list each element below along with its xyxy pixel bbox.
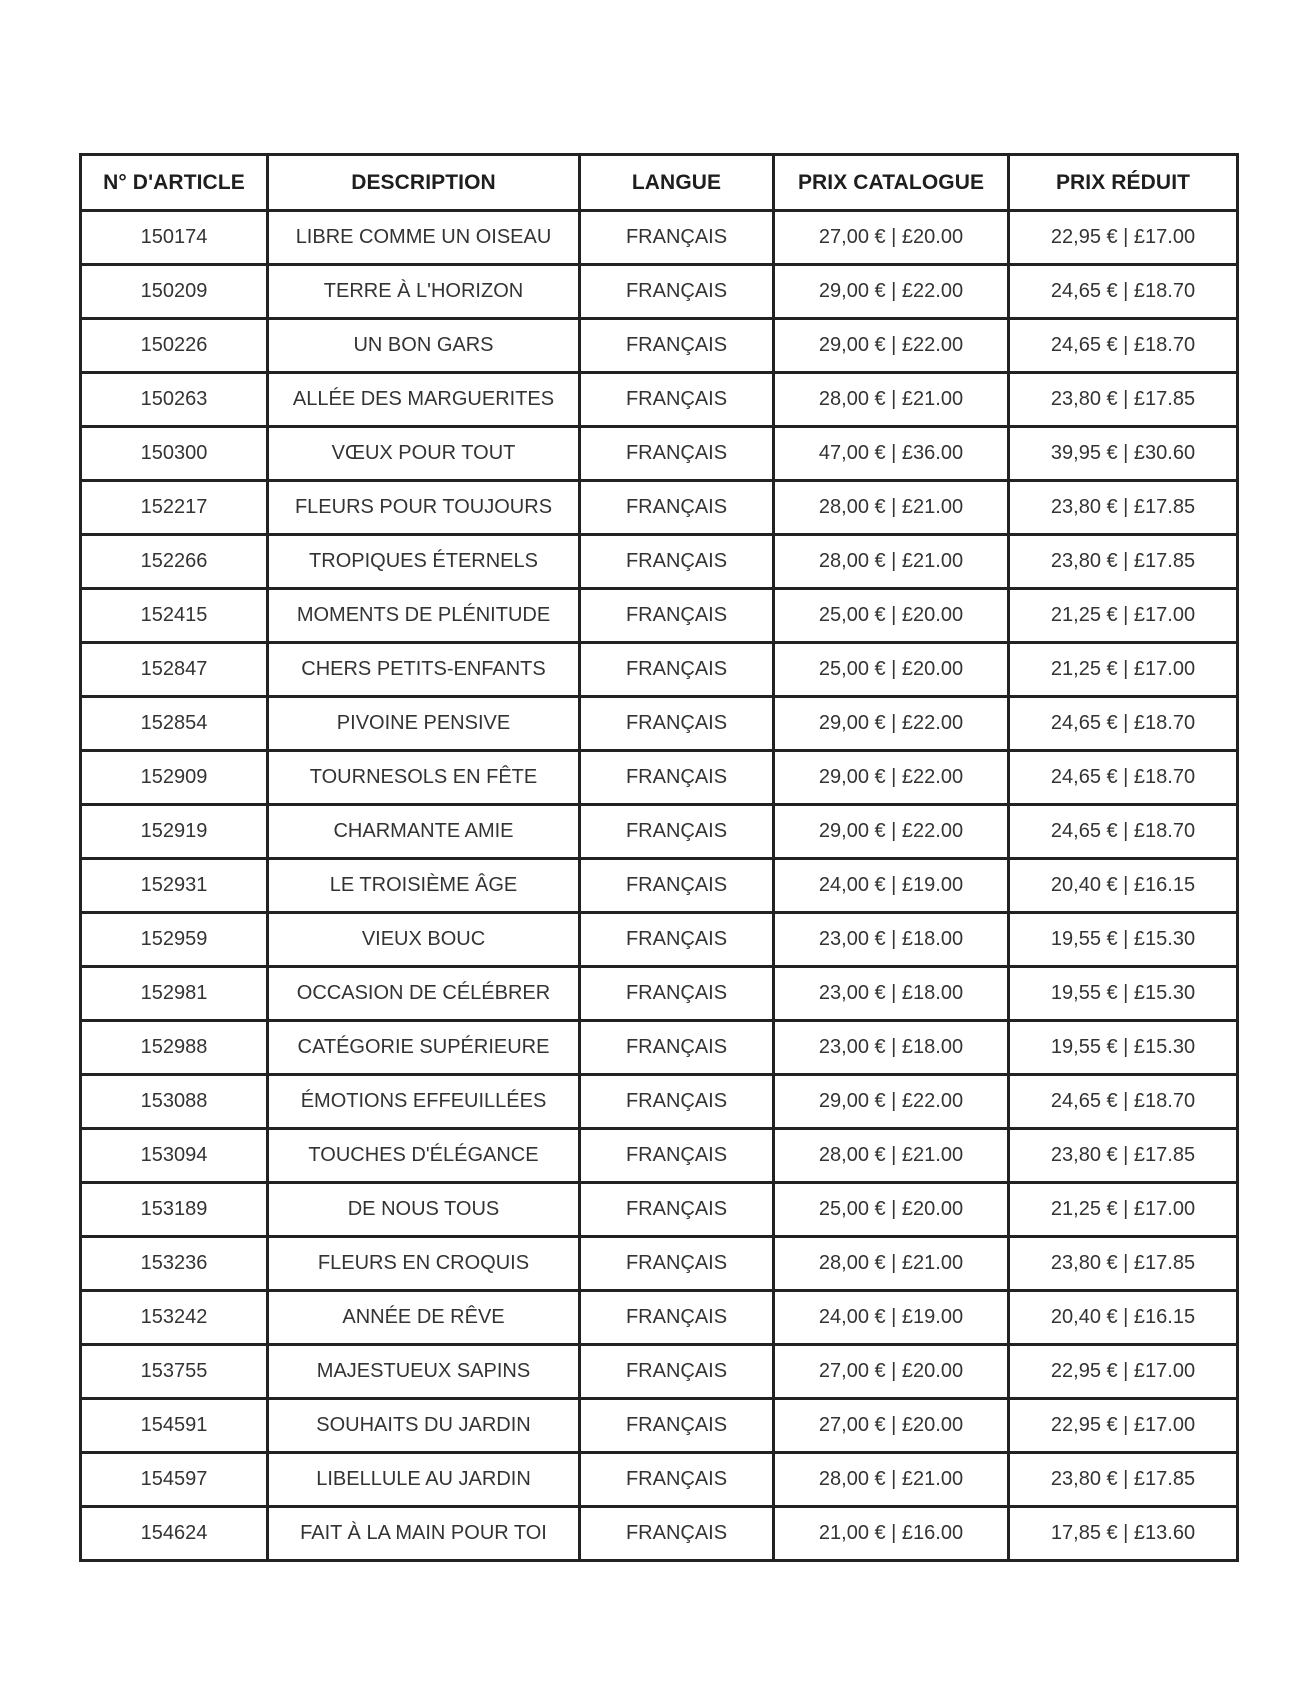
article-number-cell: 152415 (81, 589, 268, 643)
header-language: LANGUE (580, 155, 774, 211)
article-number-cell: 150226 (81, 319, 268, 373)
table-row (81, 481, 1238, 535)
language-cell: FRANÇAIS (580, 1291, 774, 1345)
description-cell: VIEUX BOUC (268, 913, 580, 967)
reduced-price-cell: 19,55 € | £15.30 (1009, 967, 1238, 1021)
description-cell: OCCASION DE CÉLÉBRER (268, 967, 580, 1021)
table-row (81, 751, 1238, 805)
list-price-cell: 28,00 € | £21.00 (774, 1453, 1009, 1507)
language-cell: FRANÇAIS (580, 1399, 774, 1453)
article-number-cell: 154597 (81, 1453, 268, 1507)
article-number-cell: 152919 (81, 805, 268, 859)
article-number-cell: 153189 (81, 1183, 268, 1237)
reduced-price-cell: 17,85 € | £13.60 (1009, 1507, 1238, 1561)
language-cell: FRANÇAIS (580, 265, 774, 319)
language-cell: FRANÇAIS (580, 751, 774, 805)
article-number-cell: 152847 (81, 643, 268, 697)
language-cell: FRANÇAIS (580, 481, 774, 535)
reduced-price-cell: 23,80 € | £17.85 (1009, 1237, 1238, 1291)
description-cell: UN BON GARS (268, 319, 580, 373)
description-cell: CATÉGORIE SUPÉRIEURE (268, 1021, 580, 1075)
header-reduced-price: PRIX RÉDUIT (1009, 155, 1238, 211)
reduced-price-cell: 23,80 € | £17.85 (1009, 481, 1238, 535)
table-row (81, 211, 1238, 265)
table-row (81, 1399, 1238, 1453)
list-price-cell: 25,00 € | £20.00 (774, 643, 1009, 697)
reduced-price-cell: 21,25 € | £17.00 (1009, 589, 1238, 643)
description-cell: VŒUX POUR TOUT (268, 427, 580, 481)
description-cell: ALLÉE DES MARGUERITES (268, 373, 580, 427)
language-cell: FRANÇAIS (580, 859, 774, 913)
description-cell: MAJESTUEUX SAPINS (268, 1345, 580, 1399)
list-price-cell: 27,00 € | £20.00 (774, 1345, 1009, 1399)
reduced-price-cell: 19,55 € | £15.30 (1009, 913, 1238, 967)
list-price-cell: 28,00 € | £21.00 (774, 1237, 1009, 1291)
description-cell: CHERS PETITS-ENFANTS (268, 643, 580, 697)
article-number-cell: 152854 (81, 697, 268, 751)
reduced-price-cell: 21,25 € | £17.00 (1009, 1183, 1238, 1237)
reduced-price-cell: 21,25 € | £17.00 (1009, 643, 1238, 697)
reduced-price-cell: 23,80 € | £17.85 (1009, 373, 1238, 427)
table-row (81, 859, 1238, 913)
list-price-cell: 28,00 € | £21.00 (774, 535, 1009, 589)
reduced-price-cell: 24,65 € | £18.70 (1009, 751, 1238, 805)
table-row (81, 1075, 1238, 1129)
list-price-cell: 28,00 € | £21.00 (774, 1129, 1009, 1183)
reduced-price-cell: 24,65 € | £18.70 (1009, 805, 1238, 859)
reduced-price-cell: 22,95 € | £17.00 (1009, 211, 1238, 265)
table-row (81, 319, 1238, 373)
description-cell: LIBELLULE AU JARDIN (268, 1453, 580, 1507)
reduced-price-cell: 22,95 € | £17.00 (1009, 1399, 1238, 1453)
table-row (81, 589, 1238, 643)
description-cell: ANNÉE DE RÊVE (268, 1291, 580, 1345)
language-cell: FRANÇAIS (580, 913, 774, 967)
table-row (81, 373, 1238, 427)
description-cell: SOUHAITS DU JARDIN (268, 1399, 580, 1453)
reduced-price-cell: 23,80 € | £17.85 (1009, 535, 1238, 589)
reduced-price-cell: 39,95 € | £30.60 (1009, 427, 1238, 481)
reduced-price-cell: 20,40 € | £16.15 (1009, 859, 1238, 913)
reduced-price-cell: 24,65 € | £18.70 (1009, 265, 1238, 319)
list-price-cell: 23,00 € | £18.00 (774, 1021, 1009, 1075)
article-number-cell: 152931 (81, 859, 268, 913)
description-cell: LE TROISIÈME ÂGE (268, 859, 580, 913)
article-number-cell: 152266 (81, 535, 268, 589)
article-number-cell: 150209 (81, 265, 268, 319)
language-cell: FRANÇAIS (580, 1453, 774, 1507)
article-number-cell: 154591 (81, 1399, 268, 1453)
table-body (81, 211, 1238, 1561)
price-table (79, 153, 1239, 1562)
reduced-price-cell: 23,80 € | £17.85 (1009, 1129, 1238, 1183)
header-row (81, 155, 1238, 211)
list-price-cell: 25,00 € | £20.00 (774, 589, 1009, 643)
table-row (81, 913, 1238, 967)
language-cell: FRANÇAIS (580, 697, 774, 751)
description-cell: FLEURS EN CROQUIS (268, 1237, 580, 1291)
header-description: DESCRIPTION (268, 155, 580, 211)
article-number-cell: 153755 (81, 1345, 268, 1399)
reduced-price-cell: 23,80 € | £17.85 (1009, 1453, 1238, 1507)
article-number-cell: 150300 (81, 427, 268, 481)
language-cell: FRANÇAIS (580, 535, 774, 589)
table-row (81, 535, 1238, 589)
reduced-price-cell: 19,55 € | £15.30 (1009, 1021, 1238, 1075)
table-row (81, 1183, 1238, 1237)
article-number-cell: 153236 (81, 1237, 268, 1291)
article-number-cell: 153088 (81, 1075, 268, 1129)
list-price-cell: 24,00 € | £19.00 (774, 1291, 1009, 1345)
table-row (81, 1507, 1238, 1561)
list-price-cell: 29,00 € | £22.00 (774, 805, 1009, 859)
list-price-cell: 28,00 € | £21.00 (774, 481, 1009, 535)
language-cell: FRANÇAIS (580, 211, 774, 265)
description-cell: ÉMOTIONS EFFEUILLÉES (268, 1075, 580, 1129)
language-cell: FRANÇAIS (580, 427, 774, 481)
article-number-cell: 152217 (81, 481, 268, 535)
language-cell: FRANÇAIS (580, 373, 774, 427)
list-price-cell: 29,00 € | £22.00 (774, 265, 1009, 319)
table-row (81, 1129, 1238, 1183)
reduced-price-cell: 24,65 € | £18.70 (1009, 697, 1238, 751)
language-cell: FRANÇAIS (580, 643, 774, 697)
description-cell: CHARMANTE AMIE (268, 805, 580, 859)
description-cell: FAIT À LA MAIN POUR TOI (268, 1507, 580, 1561)
language-cell: FRANÇAIS (580, 1507, 774, 1561)
description-cell: TOUCHES D'ÉLÉGANCE (268, 1129, 580, 1183)
language-cell: FRANÇAIS (580, 1075, 774, 1129)
language-cell: FRANÇAIS (580, 967, 774, 1021)
reduced-price-cell: 24,65 € | £18.70 (1009, 1075, 1238, 1129)
description-cell: LIBRE COMME UN OISEAU (268, 211, 580, 265)
description-cell: TERRE À L'HORIZON (268, 265, 580, 319)
table-row (81, 967, 1238, 1021)
language-cell: FRANÇAIS (580, 589, 774, 643)
table-row (81, 805, 1238, 859)
article-number-cell: 152909 (81, 751, 268, 805)
list-price-cell: 29,00 € | £22.00 (774, 697, 1009, 751)
language-cell: FRANÇAIS (580, 1345, 774, 1399)
language-cell: FRANÇAIS (580, 1129, 774, 1183)
article-number-cell: 150263 (81, 373, 268, 427)
list-price-cell: 21,00 € | £16.00 (774, 1507, 1009, 1561)
language-cell: FRANÇAIS (580, 805, 774, 859)
description-cell: FLEURS POUR TOUJOURS (268, 481, 580, 535)
language-cell: FRANÇAIS (580, 1237, 774, 1291)
article-number-cell: 152959 (81, 913, 268, 967)
description-cell: TROPIQUES ÉTERNELS (268, 535, 580, 589)
table-row (81, 1345, 1238, 1399)
list-price-cell: 47,00 € | £36.00 (774, 427, 1009, 481)
list-price-cell: 28,00 € | £21.00 (774, 373, 1009, 427)
header-article-number: N° D'ARTICLE (81, 155, 268, 211)
article-number-cell: 152981 (81, 967, 268, 1021)
language-cell: FRANÇAIS (580, 319, 774, 373)
list-price-cell: 25,00 € | £20.00 (774, 1183, 1009, 1237)
reduced-price-cell: 20,40 € | £16.15 (1009, 1291, 1238, 1345)
table-row (81, 265, 1238, 319)
table-header (81, 155, 1238, 211)
table-row (81, 697, 1238, 751)
description-cell: TOURNESOLS EN FÊTE (268, 751, 580, 805)
article-number-cell: 152988 (81, 1021, 268, 1075)
description-cell: PIVOINE PENSIVE (268, 697, 580, 751)
table-row (81, 1453, 1238, 1507)
language-cell: FRANÇAIS (580, 1183, 774, 1237)
reduced-price-cell: 24,65 € | £18.70 (1009, 319, 1238, 373)
article-number-cell: 153094 (81, 1129, 268, 1183)
article-number-cell: 154624 (81, 1507, 268, 1561)
list-price-cell: 29,00 € | £22.00 (774, 1075, 1009, 1129)
list-price-cell: 24,00 € | £19.00 (774, 859, 1009, 913)
list-price-cell: 27,00 € | £20.00 (774, 1399, 1009, 1453)
article-number-cell: 153242 (81, 1291, 268, 1345)
description-cell: MOMENTS DE PLÉNITUDE (268, 589, 580, 643)
list-price-cell: 23,00 € | £18.00 (774, 967, 1009, 1021)
reduced-price-cell: 22,95 € | £17.00 (1009, 1345, 1238, 1399)
list-price-cell: 29,00 € | £22.00 (774, 751, 1009, 805)
table-row (81, 643, 1238, 697)
header-list-price: PRIX CATALOGUE (774, 155, 1009, 211)
list-price-cell: 29,00 € | £22.00 (774, 319, 1009, 373)
table-row (81, 427, 1238, 481)
table-row (81, 1291, 1238, 1345)
description-cell: DE NOUS TOUS (268, 1183, 580, 1237)
list-price-cell: 27,00 € | £20.00 (774, 211, 1009, 265)
table-row (81, 1237, 1238, 1291)
article-number-cell: 150174 (81, 211, 268, 265)
language-cell: FRANÇAIS (580, 1021, 774, 1075)
table-row (81, 1021, 1238, 1075)
list-price-cell: 23,00 € | £18.00 (774, 913, 1009, 967)
